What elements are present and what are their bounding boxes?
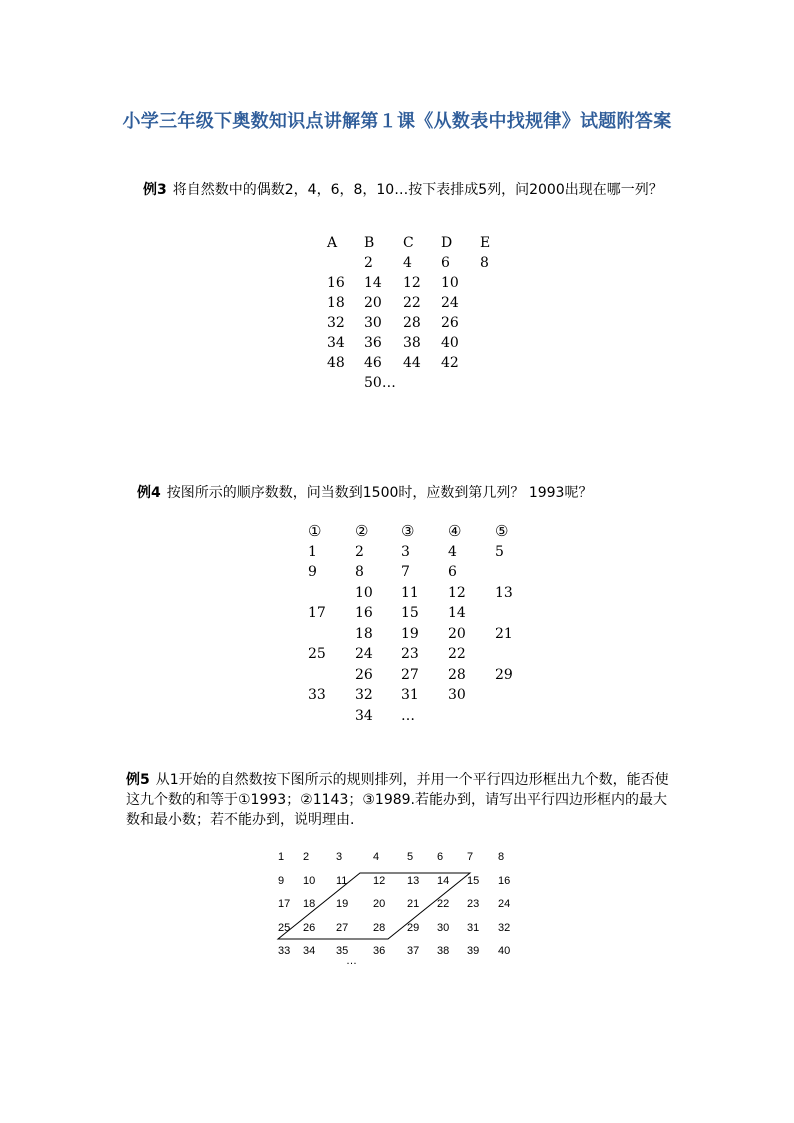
example-5-table-cell: 27 <box>336 921 349 934</box>
example-4-table-cell: 26 <box>355 666 373 683</box>
example-5-table-cell: 29 <box>407 921 420 934</box>
example-3-table-cell: 24 <box>441 295 459 311</box>
example-4-table-cell: 29 <box>495 666 513 683</box>
example-3-table-cell: E <box>480 235 491 251</box>
example-4-table-cell: 17 <box>308 605 326 621</box>
example-5-table-cell: 3 <box>336 851 343 863</box>
example-4-table-cell: 6 <box>448 564 457 580</box>
example-4-table-cell: 22 <box>448 646 466 662</box>
example-3-table-cell: 34 <box>327 335 345 351</box>
example-5-table-cell: 10 <box>303 874 316 887</box>
example-5-table-cell: 34 <box>303 945 316 957</box>
example-5-table-cell: 2 <box>303 851 310 863</box>
example-4-table-cell: 25 <box>308 646 326 662</box>
example-5-table-cell: 9 <box>278 874 285 887</box>
example-3-table-cell: 10 <box>441 275 459 291</box>
example-5-table-cell: 14 <box>437 874 450 887</box>
example-4-question: 按图所示的顺序数数，问当数到1500时，应数到第几列？ 1993呢？ <box>166 485 593 501</box>
example-3-text <box>143 180 673 200</box>
example-5-table-cell: 23 <box>467 898 480 910</box>
example-4-table-cell: 13 <box>495 584 513 601</box>
example-3-table-cell: 16 <box>327 275 345 291</box>
example-3-table-cell: 14 <box>364 275 382 291</box>
example-3-table-cell: C <box>403 235 414 251</box>
example-4-table-cell: 7 <box>401 564 410 580</box>
example-5-table-cell: 13 <box>407 874 420 887</box>
example-5-table-cell: 40 <box>498 945 511 957</box>
example-3-table-cell: B <box>364 235 375 251</box>
example-5-table-cell: 8 <box>498 851 505 863</box>
example-4-table-cell: 20 <box>448 625 466 642</box>
example-5-question: 从1开始的自然数按下图所示的规则排列，并用一个平行四边形框出九个数，能否使这九个数的和等于①1993；②1143；③1989.若能办到，请写出平行四边形框内的最大数和最小数；若不能办到，说明理由. <box>126 772 669 828</box>
example-4-table-cell: 4 <box>448 543 457 560</box>
example-5-table-cell: 33 <box>278 945 291 957</box>
example-3-table-cell: 40 <box>441 335 459 351</box>
example-5-table-cell: 17 <box>278 898 291 910</box>
example-4-table-cell: 15 <box>401 605 419 621</box>
example-3-table-cell: 38 <box>403 335 421 351</box>
example-5-table-cell: 28 <box>373 921 386 934</box>
example-5-table-cell: 37 <box>407 945 420 957</box>
example-3-table-cell: 28 <box>403 315 421 331</box>
example-4-table-cell: 18 <box>355 625 373 642</box>
example-3-table-cell: 8 <box>480 255 489 271</box>
example-3-label: 例3 <box>143 182 167 198</box>
example-4-table-cell: 34 <box>355 707 373 724</box>
example-5-table-cell: 15 <box>467 874 480 887</box>
example-3-table-cell: 2 <box>364 255 373 271</box>
example-3-question: 将自然数中的偶数2，4，6，8，10…按下表排成5列，问2000出现在哪一列？ <box>172 182 663 198</box>
example-5-table-cell: 5 <box>407 851 414 863</box>
example-5-table-cell: 36 <box>373 945 386 957</box>
example-4-table-cell: 8 <box>355 564 364 580</box>
example-4-table-cell: 21 <box>495 625 513 642</box>
example-4-table-cell: 2 <box>355 543 364 560</box>
example-4-table-cell: ③ <box>401 522 415 540</box>
example-5-table-cell: 4 <box>373 851 380 863</box>
example-5-ellipsis: … <box>346 955 357 967</box>
example-4-table-cell: 1 <box>308 543 317 560</box>
page-title: 小学三年级下奥数知识点讲解第１课《从数表中找规律》试题附答案 <box>122 111 672 132</box>
example-4-table-cell: ④ <box>448 522 462 540</box>
example-4-table-cell: ① <box>308 522 322 540</box>
example-4-table-cell: 14 <box>448 605 466 621</box>
example-5-table-cell: 39 <box>467 945 480 957</box>
example-5-table-cell: 20 <box>373 898 386 910</box>
example-4-label: 例4 <box>137 485 161 501</box>
example-5-table-cell: 22 <box>437 898 450 910</box>
example-4-table-cell: 19 <box>401 625 419 642</box>
example-3-table-cell: D <box>441 235 453 251</box>
example-4-text <box>137 483 697 503</box>
example-5-table-cell: 1 <box>278 851 285 863</box>
example-3-table-cell: 50… <box>364 375 396 391</box>
example-3-table-cell: 20 <box>364 295 382 311</box>
example-3-table-cell: 4 <box>403 255 412 271</box>
example-4-table-cell: 30 <box>448 687 466 703</box>
example-5-label: 例5 <box>126 772 150 788</box>
example-4-table-cell: 31 <box>401 687 419 703</box>
example-3-table-cell: 6 <box>441 255 450 271</box>
example-5-table-cell: 30 <box>437 921 450 934</box>
example-3-table-cell: 46 <box>364 355 382 371</box>
example-5-table-cell: 11 <box>336 874 348 887</box>
example-4-table-cell: 3 <box>401 543 410 560</box>
example-4-table-cell: 24 <box>355 646 373 662</box>
example-3-table-cell: 22 <box>403 295 421 311</box>
example-5-table-cell: 16 <box>498 874 511 887</box>
example-4-table-cell: 33 <box>308 687 326 703</box>
example-3-table-cell: 48 <box>327 355 345 371</box>
example-3-table-cell: 12 <box>403 275 421 291</box>
example-5-table-cell: 26 <box>303 921 316 934</box>
example-4-table-cell: 16 <box>355 605 373 621</box>
example-4-table-cell: 10 <box>355 584 373 601</box>
example-4-table-cell: 9 <box>308 564 317 580</box>
example-5-table-cell: 6 <box>437 851 444 863</box>
example-4-table-cell: ⑤ <box>495 522 509 540</box>
example-4-table-cell: 23 <box>401 646 419 662</box>
example-3-table-cell: 42 <box>441 355 459 371</box>
example-4-table-cell: 11 <box>401 584 419 601</box>
example-5-table-cell: 35 <box>336 945 349 957</box>
example-5-text <box>126 770 676 830</box>
example-5-table-cell: 31 <box>467 921 480 934</box>
example-5-table-cell: 32 <box>498 921 511 934</box>
example-3-table-cell: 26 <box>441 315 459 331</box>
example-3-table-cell: 30 <box>364 315 382 331</box>
example-4-table-cell: ② <box>355 522 369 540</box>
example-5-table-cell: 7 <box>467 851 474 863</box>
example-5-table-cell: 19 <box>336 898 349 910</box>
example-4-table-cell: 32 <box>355 687 373 703</box>
example-3-table-cell: A <box>327 235 338 251</box>
example-3-table-cell: 32 <box>327 315 345 331</box>
example-5-table-cell: 25 <box>278 921 291 934</box>
example-4-table-cell: 12 <box>448 584 466 601</box>
example-4-table-cell: 27 <box>401 666 419 683</box>
example-5-table-cell: 12 <box>373 874 386 887</box>
example-5-table-cell: 24 <box>498 898 511 910</box>
example-4-table-cell: … <box>401 707 415 724</box>
example-3-table-cell: 44 <box>403 355 421 371</box>
example-5-table-cell: 38 <box>437 945 450 957</box>
example-5-table-cell: 21 <box>407 898 420 910</box>
example-3-table-cell: 18 <box>327 295 345 311</box>
example-3-table-cell: 36 <box>364 335 382 351</box>
example-4-table-cell: 5 <box>495 543 504 560</box>
example-4-table-cell: 28 <box>448 666 466 683</box>
example-5-table-cell: 18 <box>303 898 316 910</box>
